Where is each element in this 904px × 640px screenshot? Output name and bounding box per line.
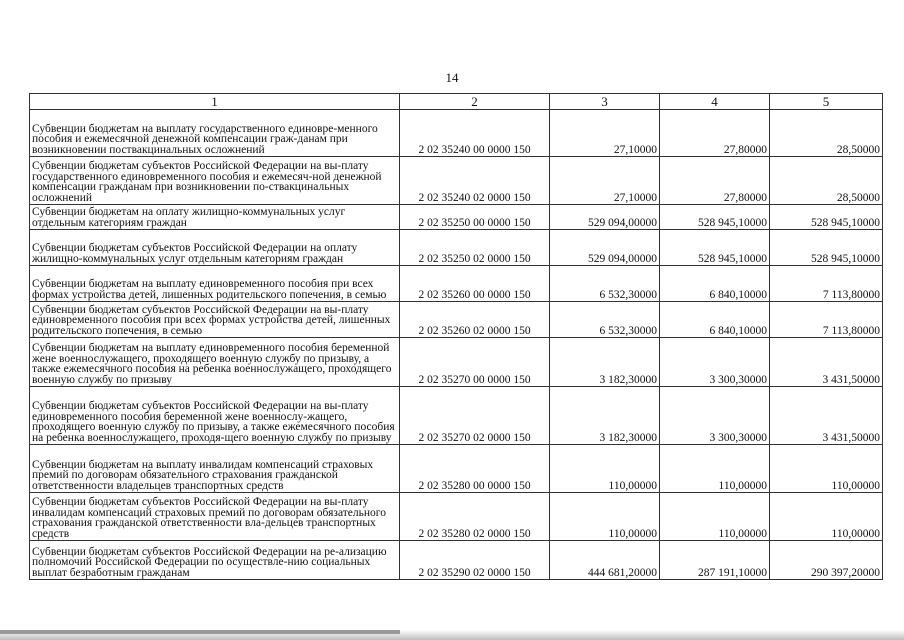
column-header: 3	[550, 94, 660, 110]
row-value-5: 28,50000	[770, 110, 883, 157]
row-value-4: 6 840,10000	[660, 266, 770, 302]
row-code: 2 02 35280 02 0000 150	[400, 493, 550, 541]
row-description: Субвенции бюджетам на оплату жилищно-коммунальных услуг отдельным категориям граждан	[30, 205, 400, 230]
row-value-4: 3 300,30000	[660, 338, 770, 387]
table-row	[30, 493, 883, 541]
row-description: Субвенции бюджетам субъектов Российской Федерации на вы-плату инвалидам компенсаций страховых премий по договорам обязательного страхования гражданской ответственности вла-дельцев транспортных средств	[30, 493, 400, 541]
row-value-3: 6 532,30000	[550, 302, 660, 338]
row-code: 2 02 35280 00 0000 150	[400, 445, 550, 493]
scan-bottom-bar	[0, 630, 400, 634]
row-value-4: 287 191,10000	[660, 541, 770, 580]
table-row	[30, 387, 883, 445]
row-value-5: 28,50000	[770, 157, 883, 205]
table-row	[30, 445, 883, 493]
row-value-5: 110,00000	[770, 445, 883, 493]
table-row	[30, 230, 883, 266]
row-code: 2 02 35240 00 0000 150	[400, 110, 550, 157]
table-row	[30, 157, 883, 205]
row-code: 2 02 35250 00 0000 150	[400, 205, 550, 230]
row-value-3: 529 094,00000	[550, 230, 660, 266]
table-header-row	[30, 94, 883, 110]
row-value-3: 529 094,00000	[550, 205, 660, 230]
row-code: 2 02 35290 02 0000 150	[400, 541, 550, 580]
row-value-3: 3 182,30000	[550, 387, 660, 445]
table-row	[30, 302, 883, 338]
column-header: 5	[770, 94, 883, 110]
row-description: Субвенции бюджетам на выплату единовременного пособия беременной жене военнослужащего, проходящего военную службу по призыву, а также ежемесячного пособия на ребенка военнослужащего, проходящего военную службу по призыву	[30, 338, 400, 387]
row-value-4: 110,00000	[660, 493, 770, 541]
row-description: Субвенции бюджетам на выплату государственного единовре-менного пособия и ежемесячной денежной компенсации граж-данам при возникновении поствакцинальных осложнений	[30, 110, 400, 157]
row-value-4: 110,00000	[660, 445, 770, 493]
row-value-4: 528 945,10000	[660, 230, 770, 266]
table-row	[30, 541, 883, 580]
row-value-4: 528 945,10000	[660, 205, 770, 230]
row-code: 2 02 35250 02 0000 150	[400, 230, 550, 266]
row-value-5: 528 945,10000	[770, 230, 883, 266]
row-value-5: 528 945,10000	[770, 205, 883, 230]
table-row	[30, 266, 883, 302]
column-header: 4	[660, 94, 770, 110]
row-code: 2 02 35270 00 0000 150	[400, 338, 550, 387]
table-row	[30, 205, 883, 230]
column-header: 1	[30, 94, 400, 110]
row-code: 2 02 35260 02 0000 150	[400, 302, 550, 338]
column-header: 2	[400, 94, 550, 110]
row-value-5: 7 113,80000	[770, 302, 883, 338]
row-value-5: 290 397,20000	[770, 541, 883, 580]
row-value-5: 110,00000	[770, 493, 883, 541]
table-row	[30, 338, 883, 387]
budget-table	[29, 93, 883, 580]
row-description: Субвенции бюджетам субъектов Российской Федерации на вы-плату единовременного пособия беременной жене военнослу-жащего, проходящего военную службу по призыву, а также ежемесячного пособия на ребенка военнослужащего, проходя-щего военную службу по призыву	[30, 387, 400, 445]
row-description: Субвенции бюджетам на выплату инвалидам компенсаций страховых премий по договорам обязательного страхования гражданской ответственности владельцев транспортных средств	[30, 445, 400, 493]
page-number: 14	[445, 70, 459, 85]
row-value-4: 6 840,10000	[660, 302, 770, 338]
row-value-4: 3 300,30000	[660, 387, 770, 445]
row-value-4: 27,80000	[660, 110, 770, 157]
row-description: Субвенции бюджетам на выплату единовременного пособия при всех формах устройства детей, лишенных родительского попечения, в семью	[30, 266, 400, 302]
row-value-4: 27,80000	[660, 157, 770, 205]
row-value-5: 3 431,50000	[770, 387, 883, 445]
row-description: Субвенции бюджетам субъектов Российской Федерации на вы-плату государственного единовременного пособия и ежемесяч-ной денежной компенсации гражданам при возникновении по-ствакцинальных осложнений	[30, 157, 400, 205]
row-value-3: 110,00000	[550, 493, 660, 541]
row-value-3: 27,10000	[550, 157, 660, 205]
row-value-5: 7 113,80000	[770, 266, 883, 302]
table-row	[30, 110, 883, 157]
row-value-3: 444 681,20000	[550, 541, 660, 580]
row-value-5: 3 431,50000	[770, 338, 883, 387]
row-description: Субвенции бюджетам субъектов Российской Федерации на оплату жилищно-коммунальных услуг отдельным категориям граждан	[30, 230, 400, 266]
row-code: 2 02 35260 00 0000 150	[400, 266, 550, 302]
row-code: 2 02 35270 02 0000 150	[400, 387, 550, 445]
row-code: 2 02 35240 02 0000 150	[400, 157, 550, 205]
row-description: Субвенции бюджетам субъектов Российской Федерации на вы-плату единовременного пособия при всех формах устройства детей, лишенных родительского попечения, в семью	[30, 302, 400, 338]
row-value-3: 110,00000	[550, 445, 660, 493]
row-value-3: 3 182,30000	[550, 338, 660, 387]
row-description: Субвенции бюджетам субъектов Российской Федерации на ре-ализацию полномочий Российской Федерации по осуществле-нию социальных выплат безработным гражданам	[30, 541, 400, 580]
row-value-3: 6 532,30000	[550, 266, 660, 302]
row-value-3: 27,10000	[550, 110, 660, 157]
